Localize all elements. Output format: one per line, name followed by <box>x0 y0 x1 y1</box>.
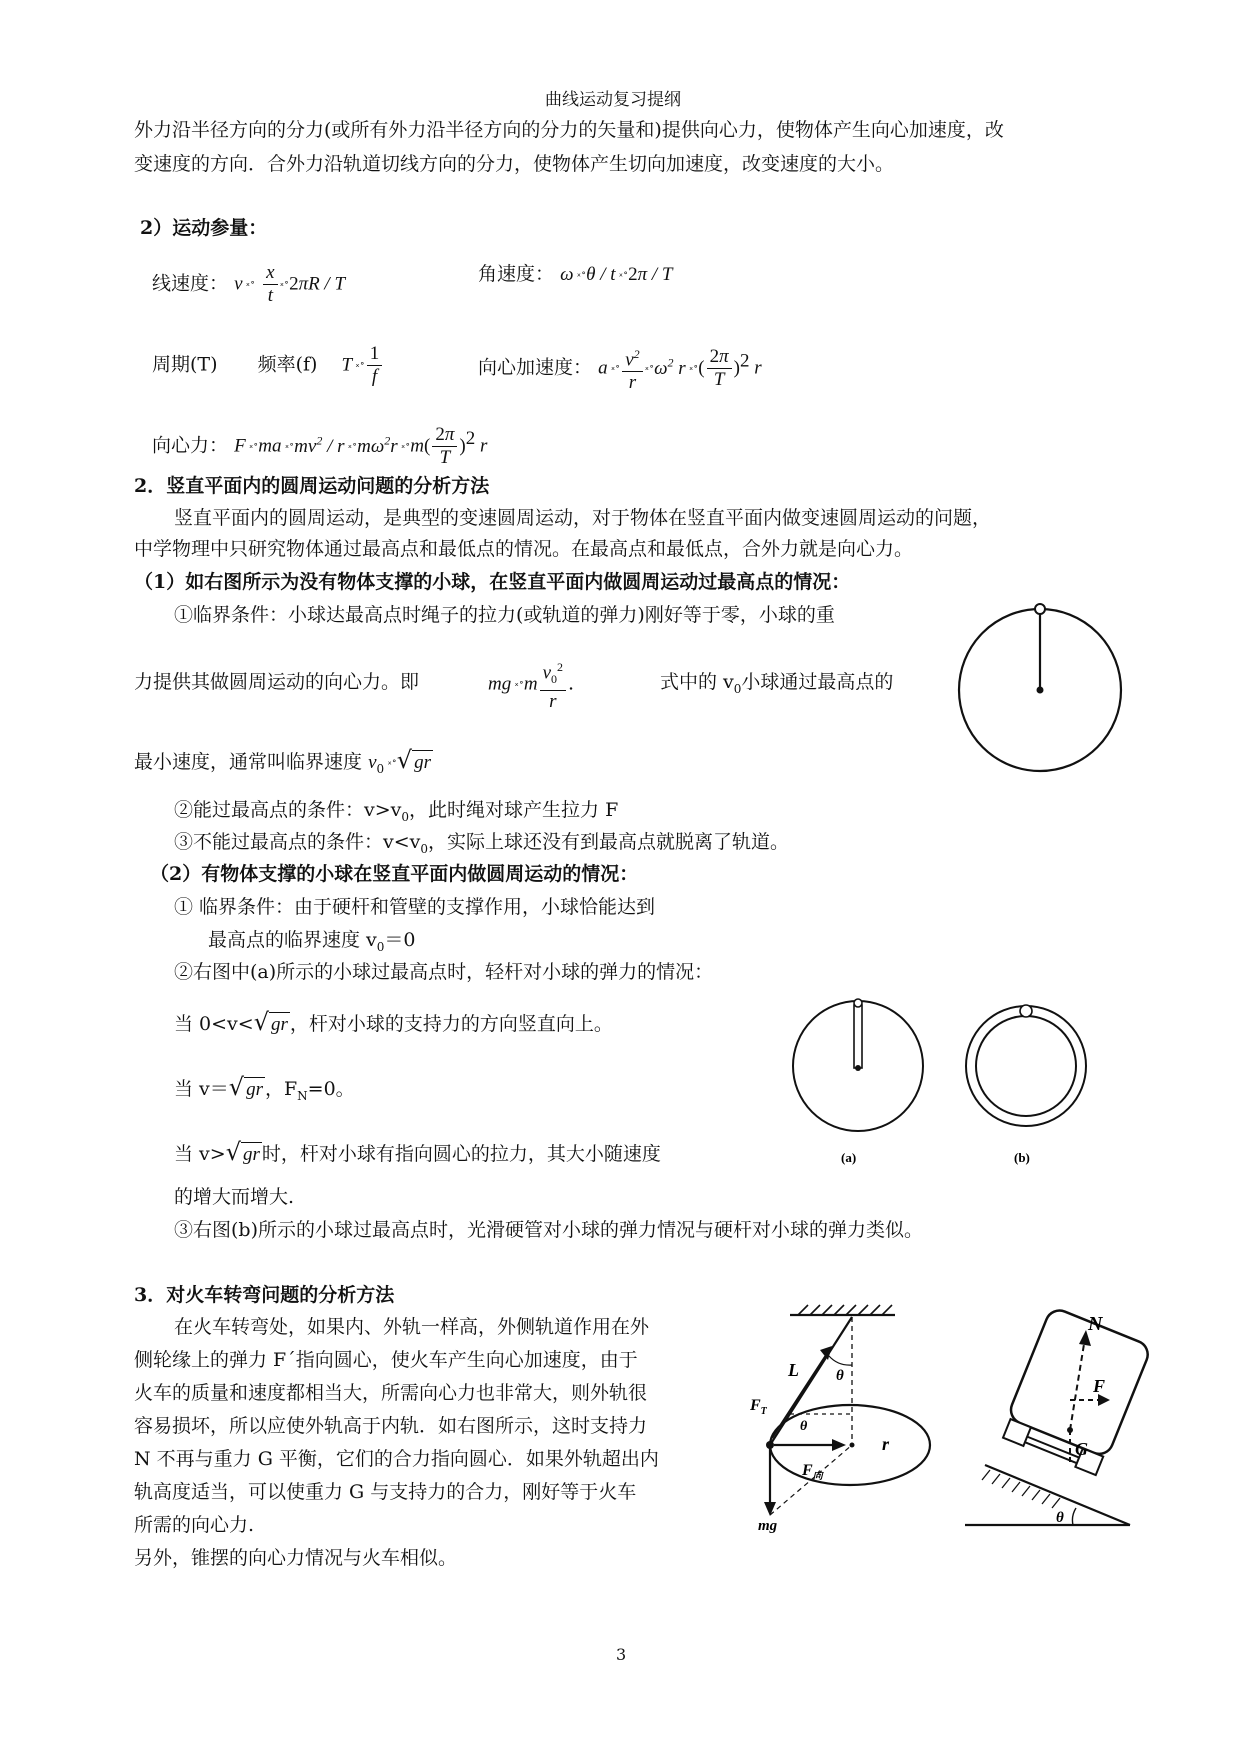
pass-top-condition: ②能过最高点的条件：$v>v_0$，此时绳对球产生拉力 F <box>174 799 619 824</box>
params-heading: 2）运动参量： <box>140 217 268 239</box>
section-3-line-4: 容易损坏，所以应使外轨高于内轨．如右图所示，这时支持力 <box>134 1415 648 1437</box>
angular-velocity-formula: 角速度： ω ˣ˚θ / t ˣ˚2π / T <box>478 263 673 285</box>
intro-line-1: 外力沿半径方向的分力(或所有外力沿半径方向的分力的矢量和)提供向心力，使物体产生向心加速度，改 <box>134 119 1004 141</box>
rod-case-critical: 当 v＝√ gr ，$F_N=0$。 <box>174 1073 355 1103</box>
centripetal-acceleration-formula: 向心加速度： a ˣ˚ $\frac{v^2}{r}$ $ˣ˚\omega^2$ r ˣ˚( $\frac{2\pi}{T}$ )$^2$ r <box>478 343 762 394</box>
section-3-heading: 3．对火车转弯问题的分析方法 <box>134 1284 395 1306</box>
critical-condition-line-1: ①临界条件：小球达最高点时绳子的拉力(或轨道的弹力)刚好等于零，小球的重 <box>174 604 835 626</box>
force-label: 向心力： <box>152 434 229 457</box>
net-force-label: $F_向$ <box>802 1462 823 1482</box>
critical-speed-line: 最小速度，通常叫临界速度 $v_0$ ˣ˚√ gr <box>134 746 431 776</box>
pendulum-angle-label-bottom: θ <box>800 1419 808 1434</box>
weight-label: G <box>1075 1439 1088 1459</box>
conical-pendulum-figure <box>764 1305 930 1516</box>
pendulum-length-label: L <box>788 1360 799 1380</box>
centripetal-force-formula: 向心力： F ˣ˚ma $ˣ˚mv^2$ / r $ˣ˚m\omega^2r$ ˣ˚m( $\frac{2\pi}{T}$ )$^2$ r <box>152 424 488 468</box>
critical-condition-line-2b: 式中的 $v_0$小球通过最高点的 <box>660 671 894 696</box>
rod-case-fast: 当 v>√ gr 时，杆对小球有指向圆心的拉力，其大小随速度 <box>174 1138 661 1166</box>
linear-velocity-label: 线速度： <box>152 272 229 295</box>
linear-velocity-formula: 线速度： v ˣ˚ $\frac{x}{t}$ ˣ˚2πR / T <box>152 262 346 306</box>
section-3-line-3: 火车的质量和速度都相当大，所需向心力也非常大，则外轨很 <box>134 1382 648 1404</box>
gravity-label: mg <box>758 1518 778 1534</box>
support-critical-line-1: ① 临界条件：由于硬杆和管壁的支撑作用，小球恰能达到 <box>174 896 656 918</box>
period-frequency-formula: 周期(T) 频率(f) T ˣ˚ $\frac{1}{f}$ <box>152 343 384 388</box>
subsection-2-heading: （2）有物体支撑的小球在竖直平面内做圆周运动的情况： <box>150 863 639 885</box>
section-2-para-2: 中学物理中只研究物体通过最高点和最低点的情况。在最高点和最低点，合外力就是向心力。 <box>134 538 914 560</box>
pendulum-angle-label-top: θ <box>836 1368 844 1384</box>
subsection-1-heading: （1）如右图所示为没有物体支撑的小球，在竖直平面内做圆周运动过最高点的情况： <box>134 571 851 593</box>
normal-force-label: N <box>1088 1313 1103 1335</box>
page-number: 3 <box>616 1645 627 1664</box>
figure-b-label: (b) <box>1014 1150 1030 1165</box>
page-header-title: 曲线运动复习提纲 <box>545 90 681 110</box>
tension-force-label: $F_T$ <box>750 1397 767 1417</box>
section-3-line-7: 所需的向心力. <box>134 1514 255 1536</box>
section-3-line-5: N 不再与重力 G 平衡，它们的合力指向圆心．如果外轨超出内 <box>134 1448 659 1470</box>
banked-train-figure <box>965 1306 1152 1525</box>
fail-top-condition: ③不能过最高点的条件：$v<v_0$，实际上球还没有到最高点就脱离了轨道。 <box>174 831 790 856</box>
radius-label: r <box>882 1434 890 1454</box>
rod-circle-figure-a <box>793 999 923 1131</box>
tube-circle-figure-b <box>966 1005 1086 1126</box>
section-2-heading: 2．竖直平面内的圆周运动问题的分析方法 <box>134 475 490 497</box>
period-label: 周期(T) <box>152 353 218 376</box>
rod-case-slow: 当 0<v<√ gr ，杆对小球的支持力的方向竖直向上。 <box>174 1008 613 1036</box>
rod-case-fast-cont: 的增大而增大. <box>174 1186 295 1208</box>
section-3-line-8: 另外，锥摆的向心力情况与火车相似。 <box>134 1547 458 1569</box>
figure-a-label: (a) <box>841 1150 857 1165</box>
string-circle-figure <box>959 604 1121 771</box>
bank-angle-label: θ <box>1056 1510 1064 1526</box>
critical-condition-line-2: 力提供其做圆周运动的向心力。即 <box>134 671 420 693</box>
intro-line-2: 变速度的方向．合外力沿轨道切线方向的分力，使物体产生切向加速度，改变速度的大小。 <box>134 153 895 175</box>
section-3-line-1: 在火车转弯处，如果内、外轨一样高，外侧轨道作用在外 <box>174 1316 650 1338</box>
frequency-label: 频率(f) <box>257 353 318 376</box>
critical-force-equation: mg ˣ˚m $\frac{v_0^2}{r}$ . <box>488 656 574 713</box>
support-critical-line-2: 最高点的临界速度 $v_0=0$ <box>208 929 416 954</box>
section-3-line-2: 侧轮缘上的弹力 F´指向圆心，使火车产生向心加速度，由于 <box>134 1349 638 1371</box>
section-3-line-6: 轨高度适当，可以使重力 G 与支持力的合力，刚好等于火车 <box>134 1481 637 1503</box>
angular-velocity-label: 角速度： <box>478 263 555 285</box>
tube-case-line: ③右图(b)所示的小球过最高点时，光滑硬管对小球的弹力情况与硬杆对小球的弹力类似。 <box>174 1219 923 1241</box>
centripetal-force-label: F <box>1093 1376 1106 1396</box>
section-2-para-1: 竖直平面内的圆周运动，是典型的变速圆周运动，对于物体在竖直平面内做变速圆周运动的问题， <box>174 507 992 529</box>
acceleration-label: 向心加速度： <box>478 356 593 379</box>
rod-case-line: ②右图中(a)所示的小球过最高点时，轻杆对小球的弹力的情况： <box>174 961 714 983</box>
